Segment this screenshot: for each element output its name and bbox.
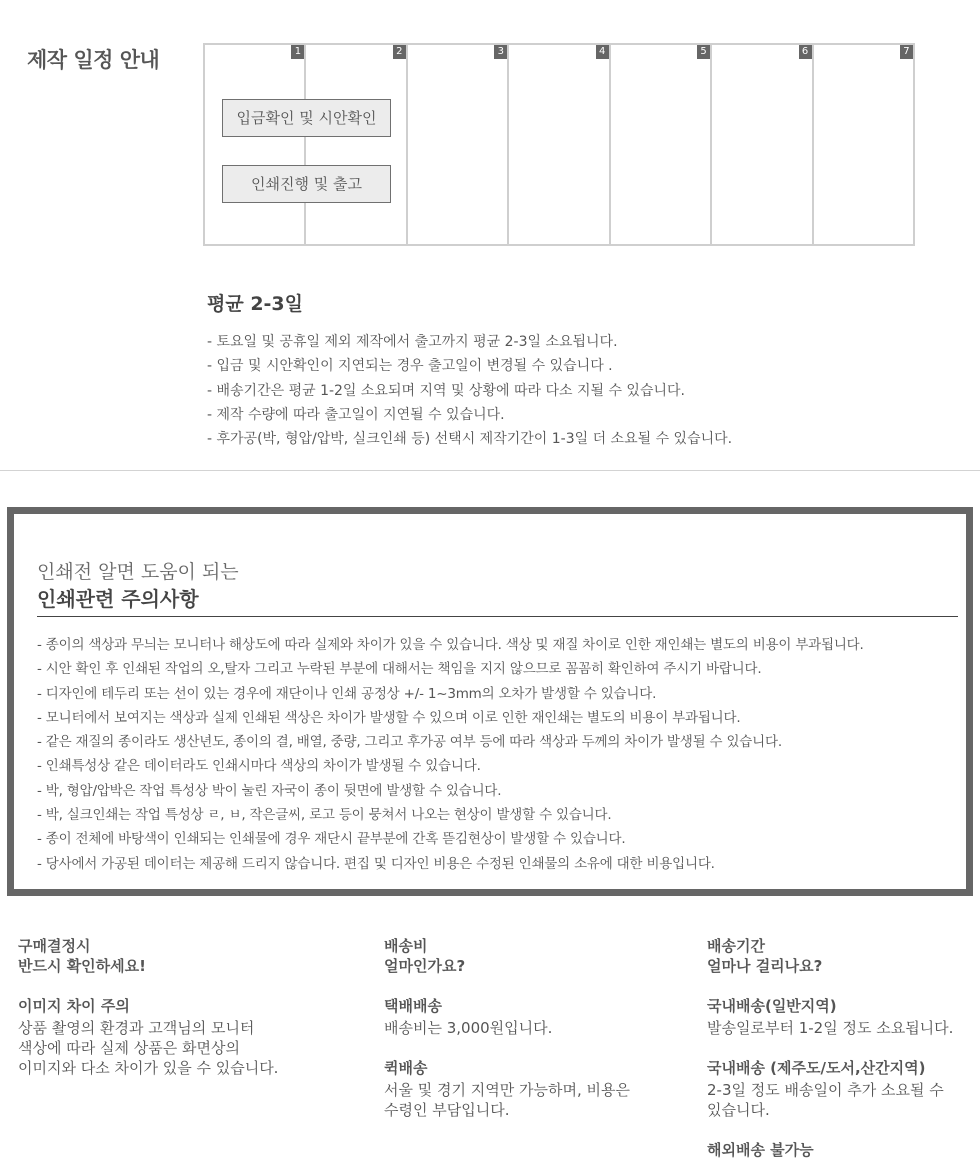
body-line: 색상에 따라 실제 상품은 화면상의	[18, 1039, 240, 1057]
list-item: - 박, 형압/압박은 작업 특성상 박이 눌린 자국이 종이 뒷면에 발생할 수 있습니다.	[37, 782, 502, 799]
list-item: - 종이의 색상과 무늬는 모니터나 해상도에 따라 실제와 차이가 있을 수 있습니다. 색상 및 재질 차이로 인한 재인쇄는 별도의 비용이 부과됩니다.	[37, 637, 864, 653]
list-item: - 인쇄특성상 같은 데이터라도 인쇄시마다 색상의 차이가 발생될 수 있습니다.	[37, 758, 481, 775]
timeline-day	[205, 45, 306, 244]
list-item: - 토요일 및 공휴일 제외 제작에서 출고까지 평균 2-3일 소요됩니다.	[207, 334, 618, 350]
schedule-title: 제작 일정 안내	[27, 48, 160, 72]
average-notes-list	[207, 331, 732, 452]
timeline-day	[408, 45, 509, 244]
list-item: - 디자인에 테두리 또는 선이 있는 경우에 재단이나 인쇄 공정상 +/- 1~3mm의 오차가 발생할 수 있습니다.	[37, 685, 657, 702]
purchase-heading-line1: 구매결정시	[18, 937, 91, 955]
body-line: 서울 및 경기 지역만 가능하며, 비용은	[384, 1081, 630, 1099]
print-notice-box	[7, 507, 973, 896]
body-line: 수령인 부담입니다.	[384, 1101, 510, 1119]
list-item: - 모니터에서 보여지는 색상과 실제 인쇄된 색상은 차이가 발생할 수 있으며 이로 인한 재인쇄는 별도의 비용이 부과됩니다.	[37, 709, 741, 726]
day-number-badge: 1	[291, 45, 304, 59]
shipping-period-heading	[707, 936, 979, 976]
average-title: 평균 2-3일	[207, 293, 304, 315]
timeline-day	[611, 45, 712, 244]
domestic-delivery-body: 발송일로부터 1-2일 정도 소요됩니다.	[707, 1019, 954, 1037]
parcel-delivery-title: 택배배송	[384, 997, 442, 1015]
purchase-info-column	[18, 936, 348, 1098]
timeline-day	[712, 45, 813, 244]
timeline-day	[509, 45, 610, 244]
shipping-fee-heading-line2: 얼마인가요?	[384, 957, 466, 975]
schedule-timeline	[203, 43, 915, 246]
list-item: - 시안 확인 후 인쇄된 작업의 오,탈자 그리고 누락된 부분에 대해서는 책임을 지지 않으므로 꼼꼼히 확인하여 주시기 바랍니다.	[37, 661, 762, 678]
notice-title: 인쇄관련 주의사항	[37, 587, 199, 611]
day-number-badge: 2	[393, 45, 406, 59]
notice-divider	[37, 616, 958, 617]
day-number-badge: 3	[494, 45, 507, 59]
shipping-period-heading-line2: 얼마나 걸리나요?	[707, 957, 823, 975]
list-item: - 당사에서 가공된 데이터는 제공해 드리지 않습니다. 편집 및 디자인 비용은 수정된 인쇄물의 소유에 대한 비용입니다.	[37, 855, 715, 872]
body-line: 이미지와 다소 차이가 있을 수 있습니다.	[18, 1059, 279, 1077]
list-item: - 종이 전체에 바탕색이 인쇄되는 인쇄물에 경우 재단시 끝부분에 간혹 뜯김현상이 발생할 수 있습니다.	[37, 831, 626, 848]
list-item: - 제작 수량에 따라 출고일이 지연될 수 있습니다.	[207, 406, 505, 423]
day-number-badge: 6	[799, 45, 812, 59]
purchase-heading-line2: 반드시 확인하세요!	[18, 957, 146, 975]
body-line: 상품 촬영의 환경과 고객님의 모니터	[18, 1019, 255, 1037]
notice-subtitle: 인쇄전 알면 도움이 되는	[37, 561, 239, 583]
day-number-badge: 7	[900, 45, 913, 59]
island-delivery-body	[707, 1080, 979, 1120]
list-item: - 박, 실크인쇄는 작업 특성상 ㄹ, ㅂ, 작은글씨, 로고 등이 뭉쳐서 나오는 현상이 발생할 수 있습니다.	[37, 807, 612, 824]
island-delivery-title: 국내배송 (제주도/도서,산간지역)	[707, 1059, 926, 1077]
shipping-period-column	[707, 936, 979, 1162]
image-difference-title: 이미지 차이 주의	[18, 997, 130, 1015]
notice-list	[37, 634, 972, 877]
list-item: - 입금 및 시안확인이 지연되는 경우 출고일이 변경될 수 있습니다 .	[207, 358, 613, 375]
shipping-fee-heading	[384, 936, 674, 976]
quick-delivery-body	[384, 1080, 674, 1120]
purchase-heading	[18, 936, 348, 976]
timeline-day	[306, 45, 407, 244]
body-line: 있습니다.	[707, 1101, 770, 1119]
timeline-day	[814, 45, 913, 244]
list-item: - 배송기간은 평균 1-2일 소요되며 지역 및 상황에 따라 다소 지될 수 있습니다.	[207, 382, 685, 399]
section-divider	[0, 470, 980, 471]
step-print-shipping: 인쇄진행 및 출고	[222, 165, 391, 203]
day-number-badge: 5	[697, 45, 710, 59]
domestic-delivery-title: 국내배송(일반지역)	[707, 997, 837, 1015]
quick-delivery-title: 퀵배송	[384, 1059, 428, 1077]
shipping-period-heading-line1: 배송기간	[707, 937, 765, 955]
step-payment-proof: 입금확인 및 시안확인	[222, 99, 391, 137]
body-line: 2-3일 정도 배송일이 추가 소요될 수	[707, 1081, 944, 1099]
image-difference-body	[18, 1018, 348, 1078]
overseas-delivery-note: 해외배송 불가능	[707, 1141, 814, 1159]
list-item: - 후가공(박, 형압/압박, 실크인쇄 등) 선택시 제작기간이 1-3일 더 소요될 수 있습니다.	[207, 431, 733, 448]
shipping-fee-heading-line1: 배송비	[384, 937, 428, 955]
list-item: - 같은 재질의 종이라도 생산년도, 종이의 결, 배열, 중량, 그리고 후가공 여부 등에 따라 색상과 두께의 차이가 발생될 수 있습니다.	[37, 734, 782, 751]
day-number-badge: 4	[596, 45, 609, 59]
shipping-fee-column	[384, 936, 674, 1140]
parcel-delivery-body: 배송비는 3,000원입니다.	[384, 1019, 553, 1037]
